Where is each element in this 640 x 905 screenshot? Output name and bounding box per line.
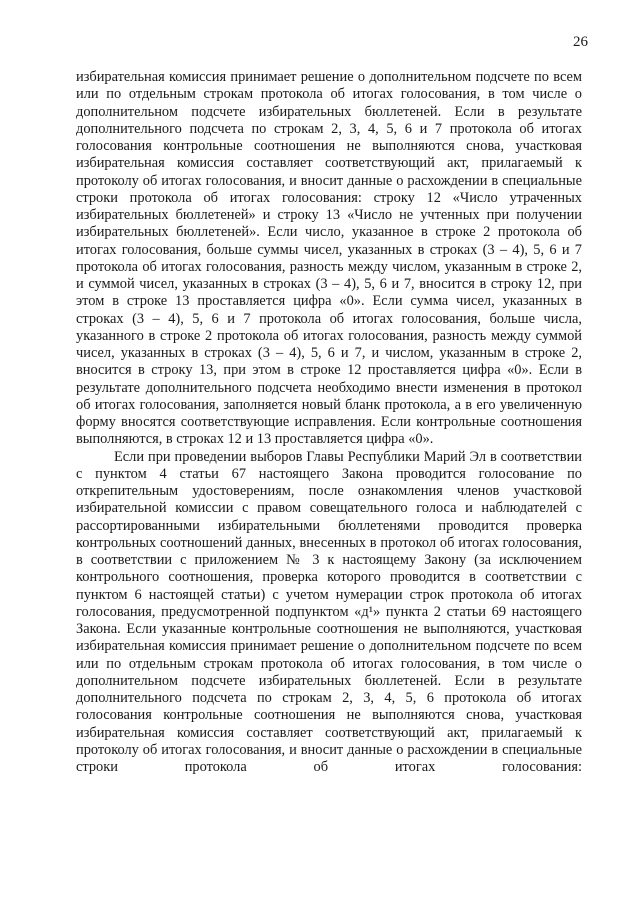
paragraph-head-of-republic-elections: Если при проведении выборов Главы Республики Марий Эл в соответствии с пунктом 4 статьи 67 настоящего Закона проводится голосование по открепительным удостоверениям, после ознакомления членов участковой избирательной комиссии с правом совещательного голоса и наблюдателей с рассортированными избирательными бюллетенями проводится проверка контрольных соотношений данных, внесенных в протокол об итогах голосования, в соответствии с приложением № 3 к настоящему Закону (за исключением контрольного соотношения, проверка которого проводится в соответствии с пунктом 6 настоящей статьи) с учетом нумерации строк протокола об итогах голосования, предусмотренной подпунктом «д¹» пункта 2 статьи 69 настоящего Закона. Если указанные контрольные соотношения не выполняются, участковая избирательная комиссия принимает решение о дополнительном подсчете по всем или по отдельным строкам протокола об итогах голосования, в том числе о дополнительном подсчете избирательных бюллетеней. Если в результате дополнительного подсчета по строкам 2, 3, 4, 5, 6 протокола об итогах голосования контрольные соотношения не выполняются снова, участковая избирательная комиссия составляет соответствующий акт, прилагаемый к протоколу об итогах голосования, и вносит данные о расхождении в специальные строки протокола об итогах голосования: xyxy=(76,448,582,775)
page-number: 26 xyxy=(573,34,588,50)
paragraph-continued: избирательная комиссия принимает решение о дополнительном подсчете по всем или по отдельным строкам протокола об итогах голосования, в том числе о дополнительном подсчете избирательных бюллетеней. Если в результате дополнительного подсчета по строкам 2, 3, 4, 5, 6 и 7 протокола об итогах голосования контрольные соотношения не выполняются снова, участковая избирательная комиссия составляет соответствующий акт, прилагаемый к протоколу об итогах голосования, и вносит данные о расхождении в специальные строки протокола об итогах голосования: строку 12 «Число утраченных избирательных бюллетеней» и строку 13 «Число не учтенных при получении избирательных бюллетеней». Если число, указанное в строке 2 протокола об итогах голосования, больше суммы чисел, указанных в строках (3 – 4), 5, 6 и 7 протокола об итогах голосования, разность между числом, указанным в строке 2, и суммой чисел, указанных в строках (3 – 4), 5, 6 и 7, вносится в строку 12, при этом в строке 13 проставляется цифра «0». Если сумма чисел, указанных в строках (3 – 4), 5, 6 и 7 протокола об итогах голосования, больше числа, указанного в строке 2 протокола об итогах голосования, разность между суммой чисел, указанных в строках (3 – 4), 5, 6 и 7, и числом, указанным в строке 2, вносится в строку 13, при этом в строке 12 проставляется цифра «0». Если в результате дополнительного подсчета необходимо внести изменения в протокол об итогах голосования, заполняется новый бланк протокола, а в его увеличенную форму вносятся соответствующие исправления. Если контрольные соотношения выполняются, в строках 12 и 13 проставляется цифра «0». xyxy=(76,69,582,448)
body-text xyxy=(76,69,582,776)
